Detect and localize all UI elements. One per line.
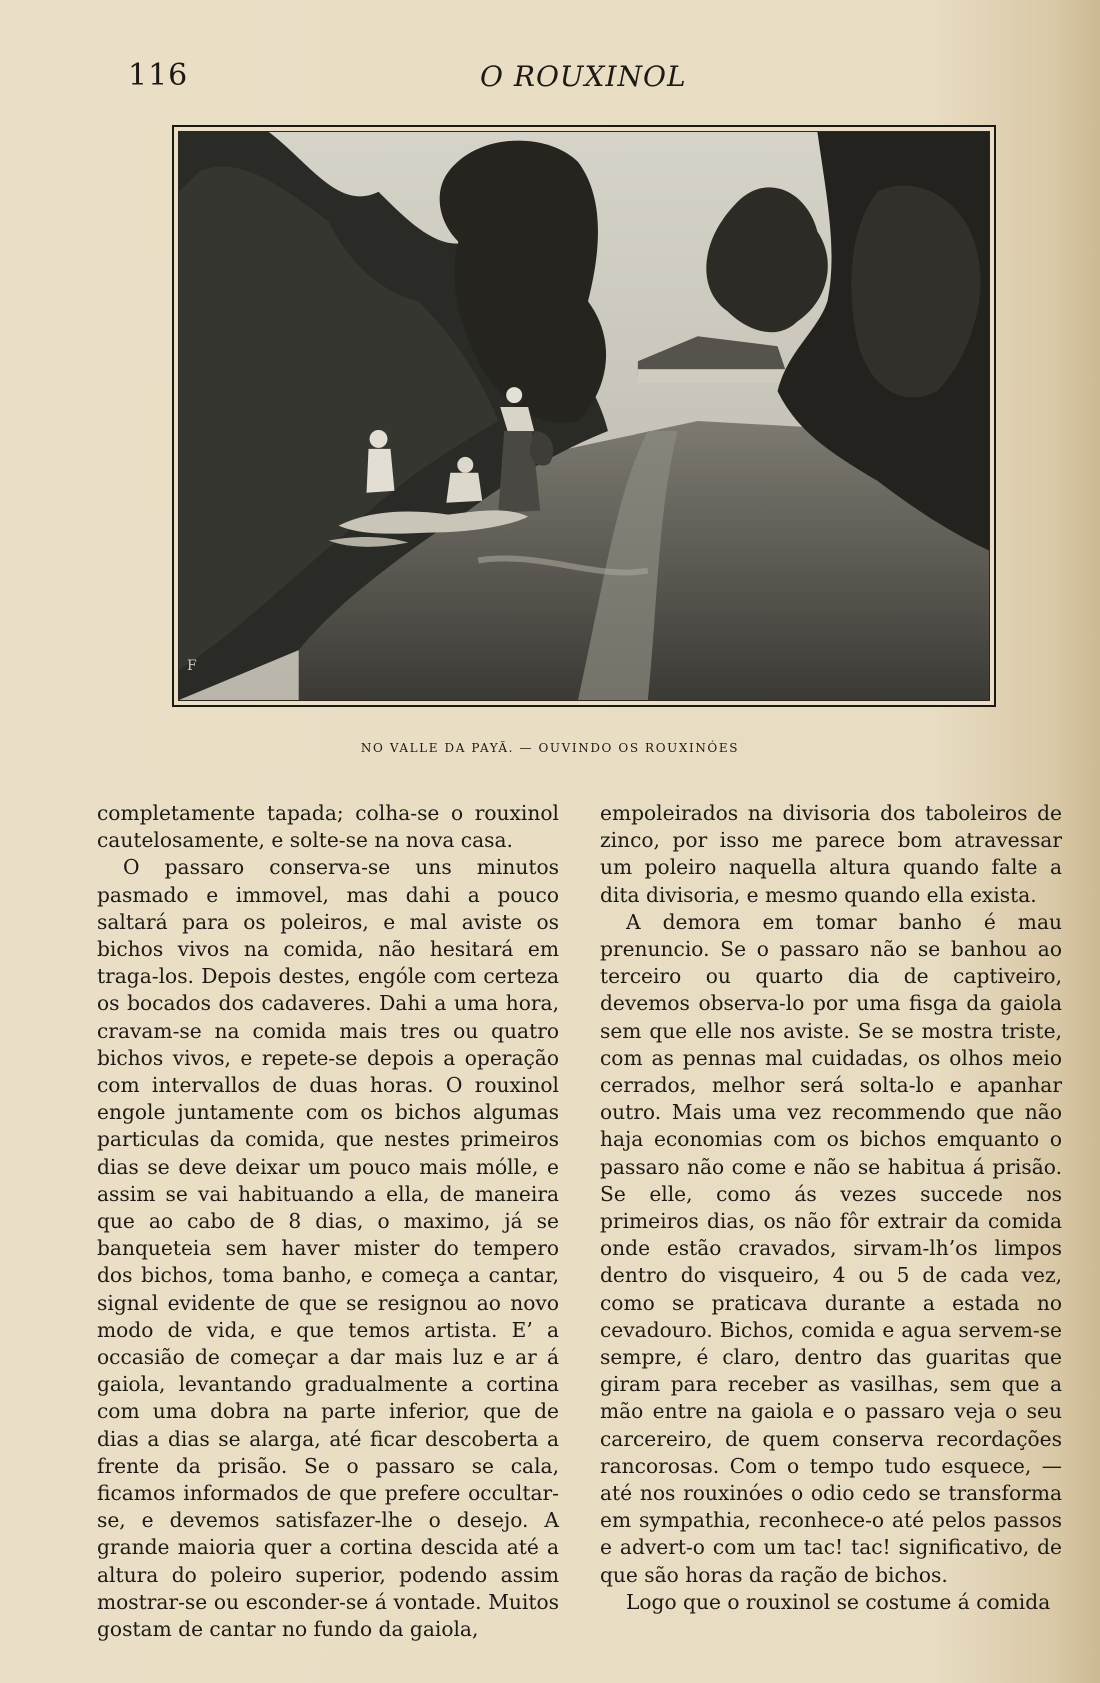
text-column-left	[97, 800, 559, 1643]
running-header	[0, 58, 1100, 98]
paragraph: A demora em tomar banho é mau prenuncio. Se o passaro não se banhou ao terceiro ou quarto dia de captiveiro, devemos observa-lo por uma fisga da gaiola sem que elle nos aviste. Se se mostra triste, com as pennas mal cuidadas, os olhos meio cerrados, melhor será solta-lo e apanhar outro. Mais uma vez recommendo que não haja economias com os bichos emquanto o passaro não come e não se habitua á prisão. Se elle, como ás vezes succede nos primeiros dias, os não fôr extrair da comida onde estão cravados, sirvam-lh’os limpos dentro do visqueiro, 4 ou 5 de cada vez, como se praticava durante a estada no cevadouro. Bichos, comida e agua servem-se sempre, é claro, dentro das guaritas que giram para receber as vasilhas, sem que a mão entre na gaiola e o passaro veja o seu carcereiro, de quem conserva recordações rancorosas. Com o tempo tudo esquece, — até nos rouxinóes o odio cedo se transforma em sympathia, reconhece-o até pelos passos e advert-o com um tac! tac! significativo, de que são horas da ração de bichos.	[600, 909, 1062, 1587]
figure-caption: NO VALLE DA PAYÃ. — OUVINDO OS ROUXINÓES	[360, 741, 740, 755]
text-column-right	[600, 800, 1062, 1616]
running-title: O ROUXINOL	[480, 60, 687, 93]
paragraph: empoleirados na divisoria dos taboleiros de zinco, por isso me parece bom atravessar um poleiro naquella altura quando falte a dita divisoria, e mesmo quando ella exista.	[600, 801, 1062, 907]
paragraph: O passaro conserva-se uns minutos pasmado e immovel, mas dahi a pouco saltará para os poleiros, e mal aviste os bichos vivos na comida, não hesitará em traga-los. Depois destes, engóle com certeza os bocados dos cadaveres. Dahi a uma hora, cravam-se na comida mais tres ou quatro bichos vivos, e repete-se depois a operação com intervallos de duas horas. O rouxinol engole juntamente com os bichos algumas particulas da comida, que nestes primeiros dias se deve deixar um pouco mais mólle, e assim se vai habituando a ella, de maneira que ao cabo de 8 dias, o maximo, já se banqueteia sem haver mister do tempero dos bichos, toma banho, e começa a cantar, signal evidente de que se resignou ao novo modo de vida, e que temos artista. E’ a occasião de começar a dar mais luz e ar á gaiola, levantando gradualmente a cortina com uma dobra na parte inferior, que de dias a dias se alarga, até ficar descoberta a frente da prisão. Se o passaro se cala, ficamos informados de que prefere occultar-se, e devemos satisfazer-lhe o desejo. A grande maioria quer a cortina descida até a altura do poleiro superior, podendo assim mostrar-se ou esconder-se á vontade. Muitos gostam de cantar no fundo da gaiola,	[97, 855, 559, 1642]
photograph-image	[178, 131, 990, 701]
photograph-frame	[172, 125, 996, 707]
paragraph: Logo que o rouxinol se costume á comida	[626, 1589, 1051, 1614]
page-number: 116	[128, 58, 189, 93]
paragraph: completamente tapada; colha-se o rouxinol cautelosamente, e solte-se na nova casa.	[97, 801, 559, 853]
svg-text:F: F	[186, 658, 197, 675]
